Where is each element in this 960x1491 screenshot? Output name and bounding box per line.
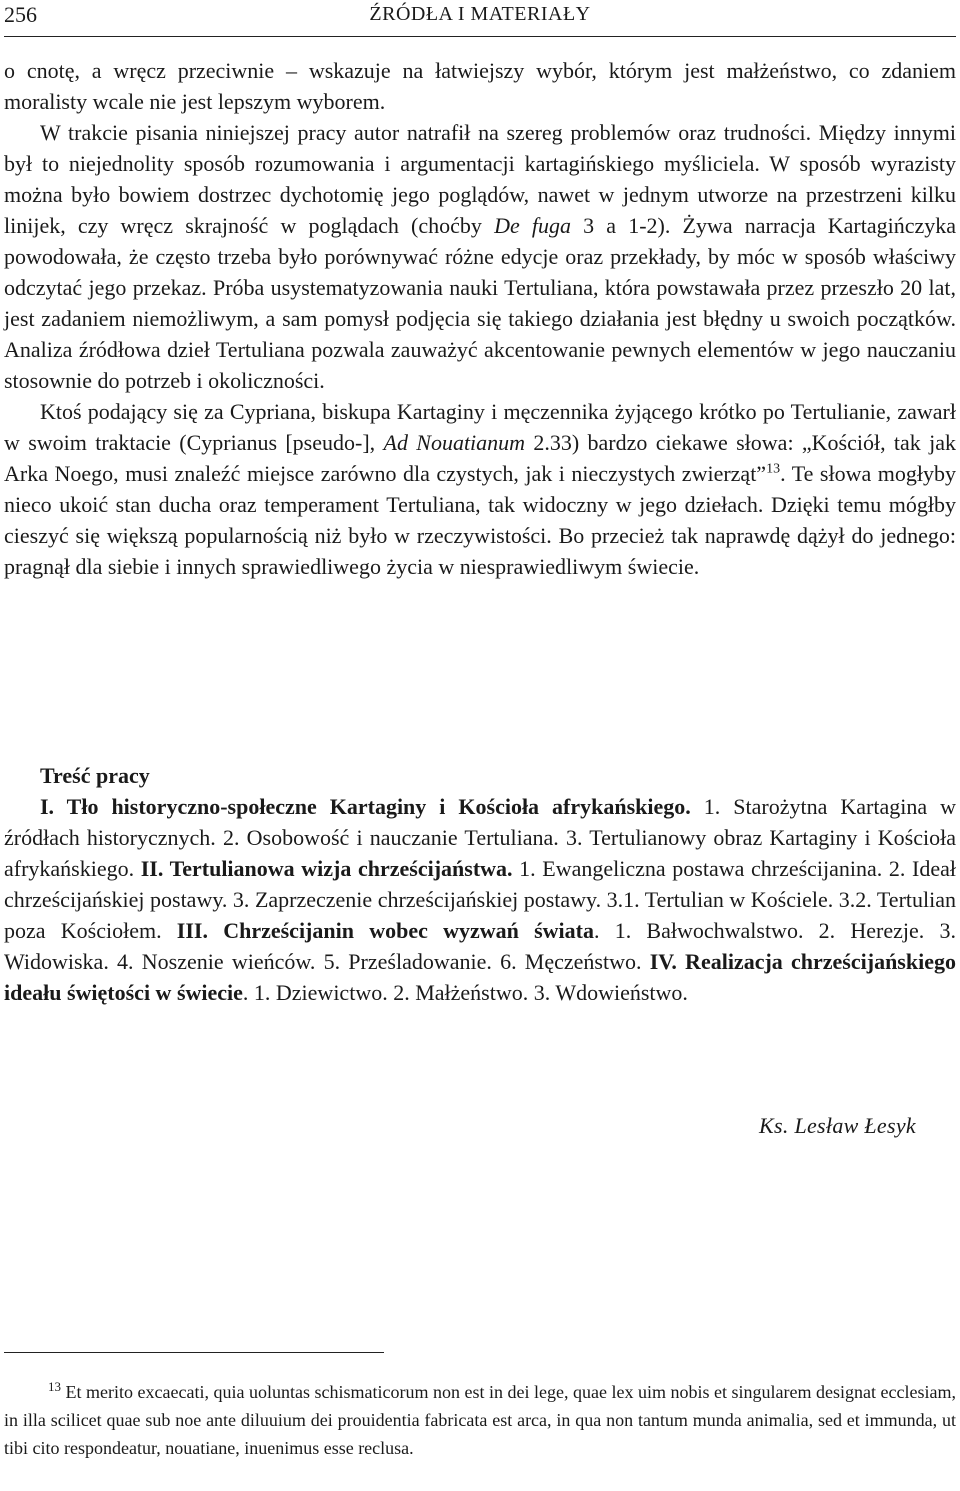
paragraph-cyprian-mid: 2.33) bardzo ciekawe słowa: „Kościół, tak jak Arka Noego, musi znaleźć miejsce zarówno dla czystych, jak i nieczystych zwierząt” (4, 430, 956, 486)
chapter-2-title: II. Tertulianowa wizja chrześcijaństwa. (140, 856, 513, 881)
chapter-4-title: IV. Realizacja chrześcijańskiego ideału świętości w świecie (4, 949, 956, 1005)
chapter-3-items: . 1. Bałwochwalstwo. 2. Herezje. 3. Widowiska. 4. Noszenie wieńców. 5. Prześladowanie. 6. Męczeństwo. (4, 918, 956, 974)
running-title: ŹRÓDŁA I MATERIAŁY (369, 3, 591, 25)
chapter-2-items: 1. Ewangeliczna postawa chrześcijanina. 2. Ideał chrześcijańskiej postawy. 3. Zaprzeczenie chrześcijańskiej postawy. 3.1. Tertulian w Kościele. 3.2. Tertulian poza Kościołem. (4, 856, 956, 943)
paragraph-difficulties-text: W trakcie pisania niniejszej pracy autor natrafił na szereg problemów oraz trudności. Między innymi był to niejednolity sposób rozumowania i argumentacji kartagińskiego myśliciela. W sposób wyrazisty można było bowiem dostrzec dychotomię jego poglądów, nawet w jednym utworze na przestrzeni kilku linijek, czy wręcz skrajność w poglądach (choćby (4, 120, 956, 238)
chapter-3-title: III. Chrześcijanin wobec wyzwań świata (176, 918, 594, 943)
footnote-divider (4, 1352, 384, 1353)
paragraph-cyprian-start: Ktoś podający się za Cypriana, biskupa Kartaginy i męczennika żyjącego krótko po Tertulianie, zawarł w swoim traktacie (Cyprianus [pseudo-], (4, 399, 956, 455)
chapter-1-items: 1. Starożytna Kartagina w źródłach historycznych. 2. Osobowość i nauczanie Tertuliana. 3. Tertulianowy obraz Kartaginy i Kościoła afrykańskiego. (4, 794, 956, 881)
chapter-4-items: . 1. Dziewictwo. 2. Małżeństwo. 3. Wdowieństwo. (242, 980, 688, 1005)
page-number: 256 (4, 2, 37, 27)
paragraph-continuation: o cnotę, a wręcz przeciwnie – wskazuje na łatwiejszy wybór, którym jest małżeństwo, co zdaniem moralisty wcale nie jest lepszym wyborem. (4, 58, 956, 114)
table-of-contents (4, 760, 956, 1008)
work-title-de-fuga: De fuga (494, 213, 571, 238)
work-title-ad-nouatianum: Ad Nouatianum (383, 430, 526, 455)
paragraph-cyprian-end: . Te słowa mogłyby nieco ukoić stan ducha oraz temperament Tertuliana, tak widoczny w jego dziełach. Dzięki temu mógłby cieszyć się większą popularnością niż było w rzeczywistości. Bo przecież tak naprawdę dążył do jednego: pragnął dla siebie i innych sprawiedliwego życia w niesprawiedliwym świecie. (4, 461, 956, 579)
paragraph-difficulties-end: 3 a 1-2). Żywa narracja Kartagińczyka powodowała, że często trzeba było porównywać różne edycje oraz przekłady, by móc w sposób właściwy odczytać jego przekaz. Próba usystematyzowania nauki Tertuliana, która powstawała przez przeszło 20 lat, jest zadaniem niemożliwym, a sam pomysł podjęcia się takiego działania jest błędny u swoich początków. Analiza źródłowa dzieł Tertuliana pozwala zauważyć akcentowanie pewnych elementów w jego nauczaniu stosownie do potrzeb i okoliczności. (4, 213, 956, 393)
footnote (4, 1378, 956, 1462)
contents-body (4, 791, 956, 1008)
footnote-text: Et merito excaecati, quia uoluntas schismaticorum non est in dei lege, quae lex uim nobis et singularem designat ecclesiam, in illa scilicet quae sub noe ante diluuium dei prouidentia fabricata est arca, in qua non tantum munda animalia, sed et immunda, ut tibi cito respondeatur, nouatiane, inuenimus esse reclusa. (4, 1382, 956, 1458)
paragraph-cyprian (4, 396, 956, 582)
running-head (4, 0, 956, 37)
chapter-1-title: I. Tło historyczno-społeczne Kartaginy i Kościoła afrykańskiego. (40, 794, 691, 819)
body-text (4, 55, 956, 582)
footnote-reference[interactable]: 13 (766, 461, 781, 477)
author-signature: Ks. Lesław Łesyk (759, 1113, 916, 1138)
contents-heading: Treść pracy (40, 763, 150, 788)
paragraph-difficulties (4, 117, 956, 396)
footnote-number: 13 (48, 1379, 61, 1394)
